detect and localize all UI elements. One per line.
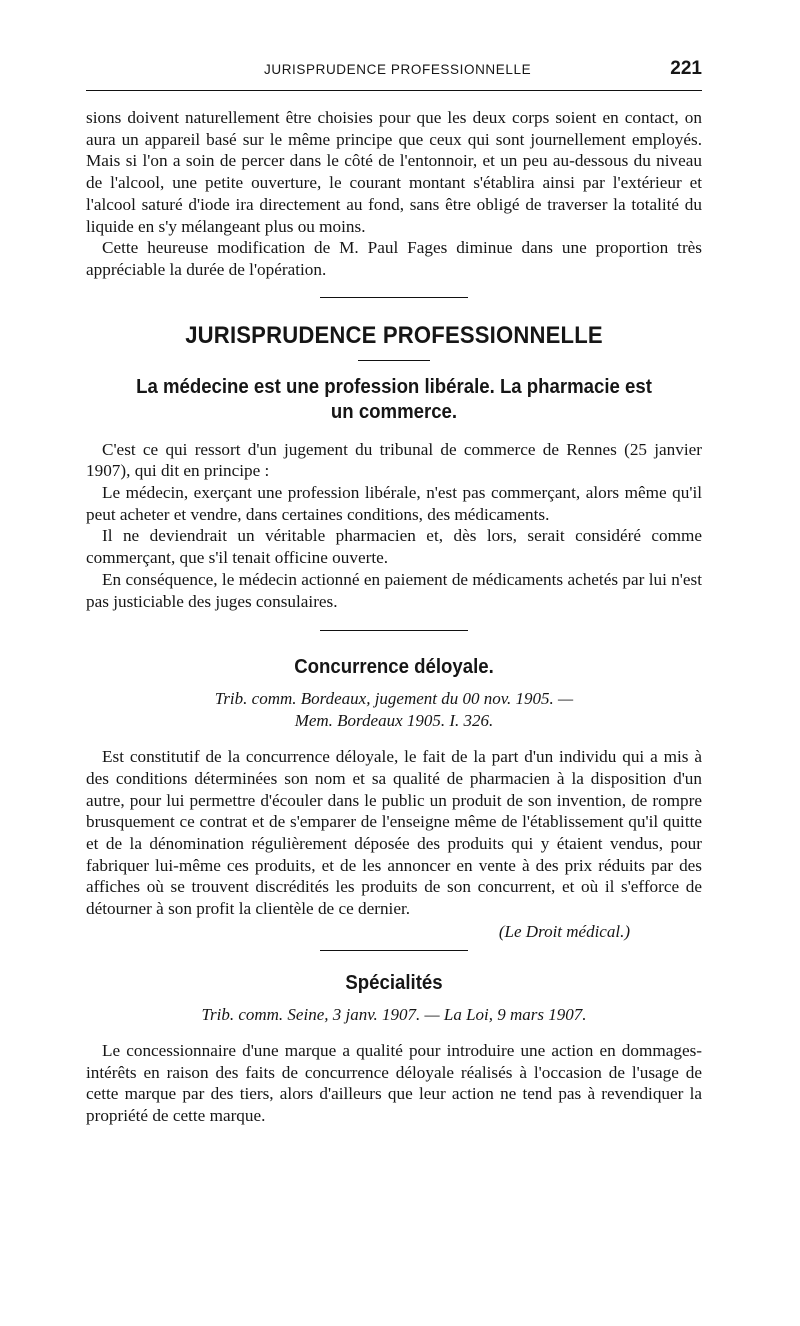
article-2-title: Concurrence déloyale. bbox=[294, 656, 494, 679]
intro-block bbox=[86, 107, 702, 281]
article-3-body bbox=[86, 1040, 702, 1127]
intro-paragraph-1: sions doivent naturellement être choisies pour que les deux corps soient en contact, on aura un appareil basé sur le même principe que ceux qui sont journellement employés. Mais si l'on a soin de percer dans le côté de l'entonnoir, et un peu au-dessous du niveau de l'alcool, une petite ouverture, le courant montant s'établira ainsi par l'extérieur et l'alcool saturé d'iode ira directement au fond, sans être obligé de traverser la totalité du liquide en s'y mélangeant plus ou moins. bbox=[86, 108, 702, 236]
running-head-title: JURISPRUDENCE PROFESSIONNELLE bbox=[264, 62, 532, 77]
section-divider bbox=[320, 297, 468, 298]
article-2-citation-line-2: Mem. Bordeaux 1905. I. 326. bbox=[294, 711, 494, 731]
intro-paragraph-2: Cette heureuse modification de M. Paul Fages diminue dans une proportion très appréciable la durée de l'opération. bbox=[86, 238, 702, 279]
article-divider-1 bbox=[320, 630, 468, 631]
article-1-paragraph-4: En conséquence, le médecin actionné en paiement de médicaments achetés par lui n'est pas justiciable des juges consulaires. bbox=[86, 569, 702, 611]
article-1-paragraph-3: Il ne deviendrait un véritable pharmacien et, dès lors, serait considéré comme commerçant, que s'il tenait officine ouverte. bbox=[86, 526, 702, 568]
article-1-body bbox=[86, 439, 702, 613]
article-3-citation: Trib. comm. Seine, 3 janv. 1907. — La Loi, 9 mars 1907. bbox=[201, 1004, 587, 1024]
article-divider-2 bbox=[320, 950, 468, 951]
section-title: JURISPRUDENCE PROFESSIONNELLE bbox=[185, 321, 603, 349]
running-head bbox=[86, 56, 702, 84]
article-2-citation-line-1: Trib. comm. Bordeaux, jugement du 00 nov. 1905. — bbox=[214, 689, 574, 709]
article-1-title: La médecine est une profession libérale. La pharmacie est un commerce. bbox=[136, 375, 652, 423]
article-1-paragraph-1: C'est ce qui ressort d'un jugement du tribunal de commerce de Rennes (25 janvier 1907), qui dit en principe : bbox=[86, 439, 702, 481]
article-2-body bbox=[86, 746, 702, 920]
article-2-paragraph-1: Est constitutif de la concurrence déloyale, le fait de la part d'un individu qui a mis à des conditions déterminées son nom et sa qualité de pharmacien à la disposition d'un autre, pour lui permettre d'écouler dans le public un produit de son invention, de rompre brusquement ce contrat et de s'emparer de l'enseigne même de l'établissement qu'il quitte et de la dénomination régulièrement déposée des produits qui y étaient vendus, pour fabriquer lui-même ces produits, et de les annoncer en vente à des prix réduits par des affiches où se trouvent discrédités les produits de son concurrent, et où il s'efforce de détourner à son profit la clientèle de ce dernier. bbox=[86, 747, 702, 919]
article-2-source: (Le Droit médical.) bbox=[498, 921, 630, 941]
header-rule bbox=[86, 90, 702, 91]
article-1-paragraph-2: Le médecin, exerçant une profession libérale, n'est pas commerçant, alors même qu'il peut acheter et vendre, dans certaines conditions, des médicaments. bbox=[86, 483, 702, 524]
document-page bbox=[86, 56, 702, 1127]
page-number: 221 bbox=[670, 58, 702, 79]
article-3-paragraph-1: Le concessionnaire d'une marque a qualité pour introduire une action en dommages-intérêts en raison des faits de concurrence déloyale réalisés à l'occasion de l'usage de cette marque par des tiers, alors d'ailleurs que leur action ne tend pas à revendiquer la propriété de cette marque. bbox=[86, 1040, 702, 1125]
section-title-rule bbox=[358, 360, 430, 361]
article-3-title: Spécialités bbox=[345, 971, 443, 994]
